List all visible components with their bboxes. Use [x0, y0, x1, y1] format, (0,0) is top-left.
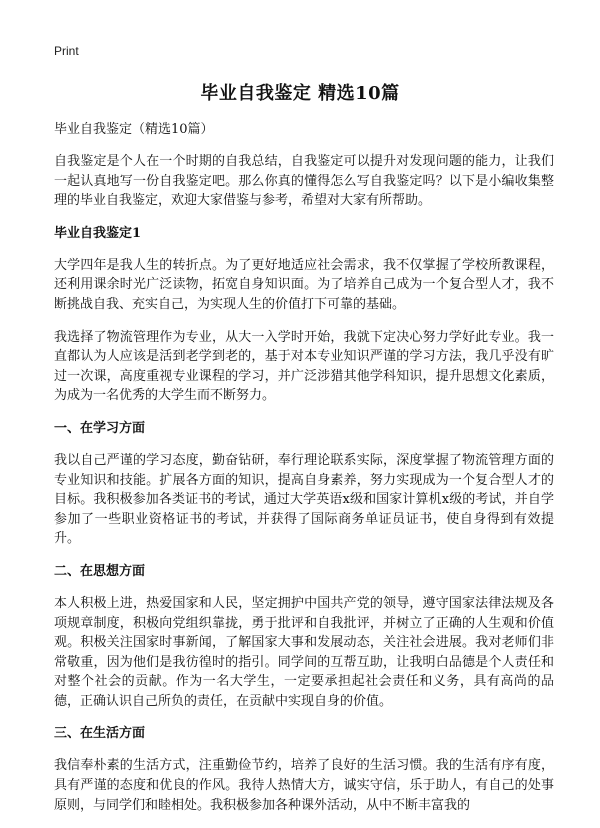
life-paragraph: 我信奉朴素的生活方式，注重勤俭节约，培养了良好的生活习惯。我的生活有序有度，具有严谨的态度和优良的作风。我待人热情大方，诚实守信，乐于助人，有自己的处事原则，与同学们和睦相处。我积极参加各种课外活动，从中不断丰富我的 — [54, 758, 554, 813]
intro-paragraph: 自我鉴定是个人在一个时期的自我总结，自我鉴定可以提升对发现问题的能力，让我们一起认真地写一份自我鉴定吧。那么你真的懂得怎么写自我鉴定吗？以下是小编收集整理的毕业自我鉴定，欢迎大家借鉴与参考，希望对大家有所帮助。 — [54, 154, 554, 209]
print-label: Print — [54, 44, 79, 58]
thought-paragraph: 本人积极上进，热爱国家和人民，坚定拥护中国共产党的领导，遵守国家法律法规及各项规章制度，积极向党组织靠拢，勇于批评和自我批评，并树立了正确的人生观和价值观。积极关注国家时事新闻，了解国家大事和发展动态，关注社会进展。我对老师们非常敬重，因为他们是我彷徨时的指引。同学间的互帮互助，让我明白品德是个人责任和对整个社会的贡献。作为一名大学生，一定要承担起社会责任和义务，具有高尚的品德，正确认识自己所负的责任，在贡献中实现自身的价值。 — [54, 595, 554, 709]
thought-heading: 二、在思想方面 — [54, 563, 146, 579]
study-paragraph: 我以自己严谨的学习态度，勤奋钻研，奉行理论联系实际，深度掌握了物流管理方面的专业知识和技能。扩展各方面的知识，提高自身素养，努力实现成为一个复合型人才的目标。我积极参加各类证书的考试，通过大学英语x级和国家计算机x级的考试，并自学参加了一些职业资格证书的考试，并获得了国际商务单证员证书，使自身得到有效提升。 — [54, 452, 554, 547]
document-body — [54, 120, 554, 828]
study-heading: 一、在学习方面 — [54, 420, 146, 436]
page-title: 毕业自我鉴定 精选10篇 — [200, 83, 400, 104]
paragraph-2: 我选择了物流管理作为专业，从大一入学时开始，我就下定决心努力学好此专业。我一直都认为人应该是活到老学到老的，基于对本专业知识严谨的学习方法，我几乎没有旷过一次课，高度重视专业课程的学习，并广泛涉猎其他学科知识，提升思想文化素质，为成为一名优秀的大学生而不断努力。 — [54, 329, 554, 404]
document-subtitle: 毕业自我鉴定（精选10篇） — [54, 122, 214, 137]
life-heading: 三、在生活方面 — [54, 726, 146, 742]
paragraph-1: 大学四年是我人生的转折点。为了更好地适应社会需求，我不仅掌握了学校所教课程，还利用课余时光广泛读物，拓宽自身知识面。为了培养自己成为一个复合型人才，我不断挑战自我、充实自己，为实现人生的价值打下可靠的基础。 — [54, 257, 554, 312]
section-heading-1: 毕业自我鉴定1 — [54, 225, 142, 241]
